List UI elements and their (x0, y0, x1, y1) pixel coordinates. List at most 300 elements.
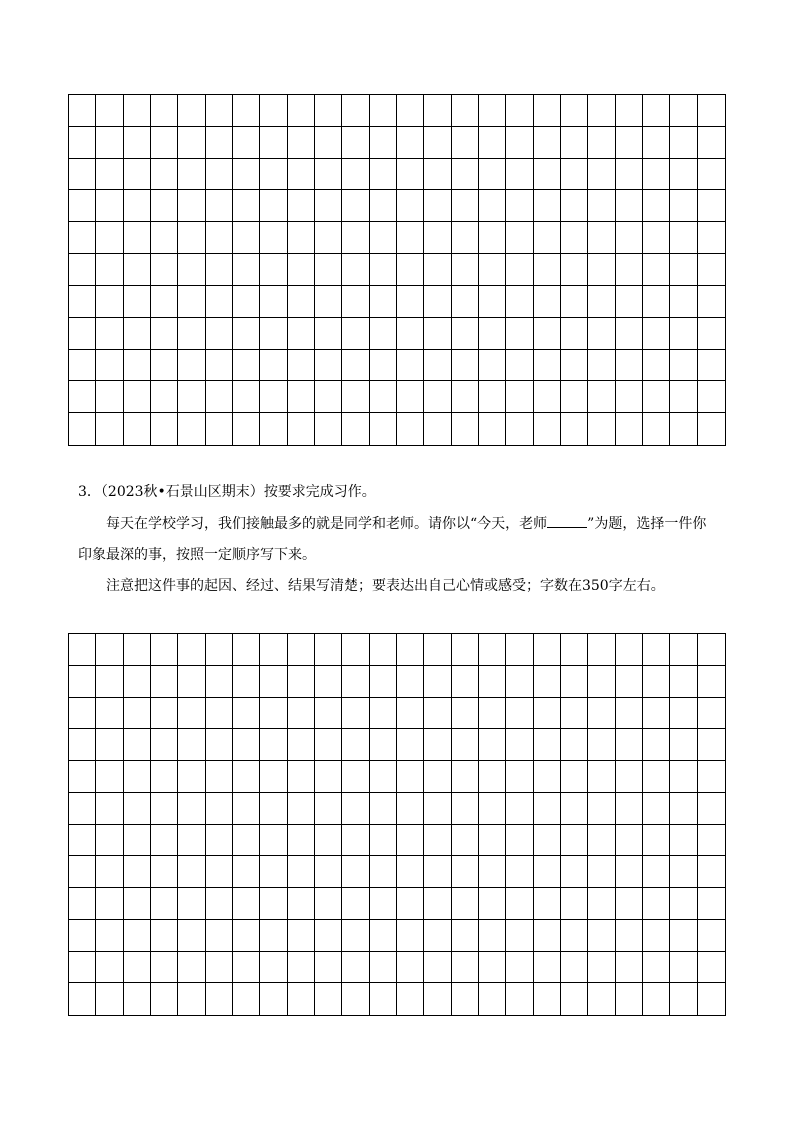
grid-cell[interactable] (315, 159, 342, 191)
grid-cell[interactable] (151, 127, 178, 159)
grid-cell[interactable] (397, 350, 424, 382)
grid-cell[interactable] (370, 222, 397, 254)
grid-cell[interactable] (424, 127, 451, 159)
grid-cell[interactable] (342, 254, 369, 286)
grid-cell[interactable] (506, 222, 533, 254)
grid-cell[interactable] (178, 666, 205, 698)
grid-cell[interactable] (452, 159, 479, 191)
grid-cell[interactable] (260, 888, 287, 920)
grid-cell[interactable] (260, 286, 287, 318)
grid-cell[interactable] (96, 920, 123, 952)
grid-cell[interactable] (96, 381, 123, 413)
grid-cell[interactable] (178, 856, 205, 888)
grid-cell[interactable] (233, 318, 260, 350)
grid-cell[interactable] (124, 381, 151, 413)
grid-cell[interactable] (452, 95, 479, 127)
grid-cell[interactable] (370, 286, 397, 318)
grid-cell[interactable] (397, 254, 424, 286)
grid-cell[interactable] (424, 983, 451, 1015)
grid-cell[interactable] (370, 983, 397, 1015)
grid-cell[interactable] (506, 286, 533, 318)
grid-cell[interactable] (96, 350, 123, 382)
grid-cell[interactable] (69, 222, 96, 254)
grid-cell[interactable] (588, 729, 615, 761)
grid-cell[interactable] (698, 920, 725, 952)
grid-cell[interactable] (479, 983, 506, 1015)
grid-cell[interactable] (424, 381, 451, 413)
grid-cell[interactable] (124, 159, 151, 191)
grid-cell[interactable] (69, 920, 96, 952)
grid-cell[interactable] (424, 666, 451, 698)
grid-cell[interactable] (69, 159, 96, 191)
grid-cell[interactable] (479, 793, 506, 825)
grid-cell[interactable] (370, 318, 397, 350)
grid-cell[interactable] (178, 698, 205, 730)
grid-cell[interactable] (206, 95, 233, 127)
grid-cell[interactable] (670, 666, 697, 698)
grid-cell[interactable] (69, 952, 96, 984)
grid-cell[interactable] (260, 825, 287, 857)
grid-cell[interactable] (124, 856, 151, 888)
writing-grid-top[interactable] (68, 94, 726, 446)
grid-cell[interactable] (452, 856, 479, 888)
grid-cell[interactable] (424, 952, 451, 984)
grid-cell[interactable] (397, 856, 424, 888)
grid-cell[interactable] (561, 666, 588, 698)
grid-cell[interactable] (698, 159, 725, 191)
grid-cell[interactable] (96, 698, 123, 730)
grid-cell[interactable] (397, 888, 424, 920)
grid-cell[interactable] (670, 856, 697, 888)
grid-cell[interactable] (452, 983, 479, 1015)
grid-cell[interactable] (315, 413, 342, 445)
grid-cell[interactable] (506, 350, 533, 382)
grid-cell[interactable] (260, 698, 287, 730)
grid-cell[interactable] (643, 254, 670, 286)
grid-cell[interactable] (206, 190, 233, 222)
grid-cell[interactable] (315, 793, 342, 825)
grid-cell[interactable] (698, 983, 725, 1015)
grid-cell[interactable] (424, 634, 451, 666)
grid-cell[interactable] (260, 761, 287, 793)
grid-cell[interactable] (370, 698, 397, 730)
grid-cell[interactable] (534, 95, 561, 127)
grid-cell[interactable] (151, 254, 178, 286)
grid-cell[interactable] (288, 983, 315, 1015)
grid-cell[interactable] (479, 761, 506, 793)
grid-cell[interactable] (69, 888, 96, 920)
grid-cell[interactable] (370, 952, 397, 984)
grid-cell[interactable] (69, 127, 96, 159)
grid-cell[interactable] (506, 856, 533, 888)
grid-cell[interactable] (397, 159, 424, 191)
grid-cell[interactable] (643, 888, 670, 920)
grid-cell[interactable] (260, 159, 287, 191)
grid-cell[interactable] (124, 95, 151, 127)
grid-cell[interactable] (616, 729, 643, 761)
grid-cell[interactable] (424, 318, 451, 350)
grid-cell[interactable] (670, 318, 697, 350)
grid-cell[interactable] (233, 729, 260, 761)
grid-cell[interactable] (506, 254, 533, 286)
grid-cell[interactable] (588, 159, 615, 191)
grid-cell[interactable] (288, 698, 315, 730)
grid-cell[interactable] (698, 888, 725, 920)
grid-cell[interactable] (452, 413, 479, 445)
grid-cell[interactable] (452, 318, 479, 350)
grid-cell[interactable] (506, 698, 533, 730)
grid-cell[interactable] (588, 286, 615, 318)
grid-cell[interactable] (206, 318, 233, 350)
grid-cell[interactable] (670, 222, 697, 254)
grid-cell[interactable] (206, 793, 233, 825)
grid-cell[interactable] (124, 952, 151, 984)
grid-cell[interactable] (643, 793, 670, 825)
grid-cell[interactable] (233, 888, 260, 920)
grid-cell[interactable] (370, 350, 397, 382)
grid-cell[interactable] (206, 381, 233, 413)
grid-cell[interactable] (698, 350, 725, 382)
grid-cell[interactable] (206, 127, 233, 159)
grid-cell[interactable] (96, 413, 123, 445)
grid-cell[interactable] (534, 254, 561, 286)
grid-cell[interactable] (124, 413, 151, 445)
grid-cell[interactable] (69, 729, 96, 761)
grid-cell[interactable] (616, 634, 643, 666)
grid-cell[interactable] (588, 698, 615, 730)
grid-cell[interactable] (452, 634, 479, 666)
grid-cell[interactable] (315, 318, 342, 350)
grid-cell[interactable] (534, 856, 561, 888)
grid-cell[interactable] (534, 698, 561, 730)
grid-cell[interactable] (561, 286, 588, 318)
grid-cell[interactable] (534, 825, 561, 857)
grid-cell[interactable] (534, 793, 561, 825)
grid-cell[interactable] (178, 761, 205, 793)
grid-cell[interactable] (315, 666, 342, 698)
grid-cell[interactable] (233, 222, 260, 254)
grid-cell[interactable] (506, 413, 533, 445)
grid-cell[interactable] (397, 190, 424, 222)
grid-cell[interactable] (534, 222, 561, 254)
grid-cell[interactable] (260, 856, 287, 888)
grid-cell[interactable] (96, 127, 123, 159)
grid-cell[interactable] (479, 825, 506, 857)
grid-cell[interactable] (342, 95, 369, 127)
grid-cell[interactable] (424, 190, 451, 222)
grid-cell[interactable] (206, 413, 233, 445)
grid-cell[interactable] (206, 634, 233, 666)
writing-grid-bottom[interactable] (68, 633, 726, 1016)
grid-cell[interactable] (479, 698, 506, 730)
grid-cell[interactable] (698, 95, 725, 127)
grid-cell[interactable] (342, 952, 369, 984)
grid-cell[interactable] (452, 350, 479, 382)
grid-cell[interactable] (315, 254, 342, 286)
grid-cell[interactable] (69, 761, 96, 793)
grid-cell[interactable] (260, 222, 287, 254)
grid-cell[interactable] (206, 825, 233, 857)
grid-cell[interactable] (506, 634, 533, 666)
grid-cell[interactable] (342, 634, 369, 666)
grid-cell[interactable] (479, 350, 506, 382)
grid-cell[interactable] (588, 381, 615, 413)
grid-cell[interactable] (534, 413, 561, 445)
grid-cell[interactable] (315, 888, 342, 920)
grid-cell[interactable] (69, 381, 96, 413)
grid-cell[interactable] (397, 222, 424, 254)
grid-cell[interactable] (452, 127, 479, 159)
grid-cell[interactable] (151, 793, 178, 825)
grid-cell[interactable] (96, 190, 123, 222)
grid-cell[interactable] (124, 698, 151, 730)
grid-cell[interactable] (397, 95, 424, 127)
grid-cell[interactable] (397, 634, 424, 666)
grid-cell[interactable] (233, 350, 260, 382)
grid-cell[interactable] (370, 254, 397, 286)
grid-cell[interactable] (479, 159, 506, 191)
grid-cell[interactable] (616, 159, 643, 191)
grid-cell[interactable] (616, 413, 643, 445)
grid-cell[interactable] (124, 793, 151, 825)
grid-cell[interactable] (124, 761, 151, 793)
grid-cell[interactable] (506, 318, 533, 350)
grid-cell[interactable] (698, 856, 725, 888)
grid-cell[interactable] (506, 793, 533, 825)
grid-cell[interactable] (616, 856, 643, 888)
grid-cell[interactable] (233, 952, 260, 984)
grid-cell[interactable] (479, 381, 506, 413)
grid-cell[interactable] (342, 698, 369, 730)
grid-cell[interactable] (178, 413, 205, 445)
grid-cell[interactable] (151, 222, 178, 254)
grid-cell[interactable] (561, 888, 588, 920)
grid-cell[interactable] (698, 318, 725, 350)
grid-cell[interactable] (288, 254, 315, 286)
grid-cell[interactable] (206, 254, 233, 286)
grid-cell[interactable] (670, 286, 697, 318)
grid-cell[interactable] (479, 413, 506, 445)
grid-cell[interactable] (315, 920, 342, 952)
grid-cell[interactable] (342, 983, 369, 1015)
grid-cell[interactable] (260, 381, 287, 413)
grid-cell[interactable] (233, 761, 260, 793)
grid-cell[interactable] (424, 95, 451, 127)
grid-cell[interactable] (424, 350, 451, 382)
grid-cell[interactable] (616, 318, 643, 350)
grid-cell[interactable] (397, 729, 424, 761)
grid-cell[interactable] (342, 286, 369, 318)
grid-cell[interactable] (670, 190, 697, 222)
grid-cell[interactable] (233, 95, 260, 127)
grid-cell[interactable] (534, 127, 561, 159)
grid-cell[interactable] (178, 318, 205, 350)
grid-cell[interactable] (288, 856, 315, 888)
grid-cell[interactable] (452, 761, 479, 793)
grid-cell[interactable] (178, 983, 205, 1015)
grid-cell[interactable] (698, 222, 725, 254)
grid-cell[interactable] (288, 666, 315, 698)
grid-cell[interactable] (342, 159, 369, 191)
grid-cell[interactable] (96, 318, 123, 350)
grid-cell[interactable] (233, 190, 260, 222)
grid-cell[interactable] (288, 825, 315, 857)
grid-cell[interactable] (479, 190, 506, 222)
grid-cell[interactable] (206, 729, 233, 761)
grid-cell[interactable] (260, 983, 287, 1015)
grid-cell[interactable] (206, 761, 233, 793)
grid-cell[interactable] (124, 286, 151, 318)
grid-cell[interactable] (643, 95, 670, 127)
grid-cell[interactable] (260, 127, 287, 159)
grid-cell[interactable] (534, 666, 561, 698)
grid-cell[interactable] (370, 159, 397, 191)
grid-cell[interactable] (698, 190, 725, 222)
grid-cell[interactable] (643, 761, 670, 793)
grid-cell[interactable] (151, 286, 178, 318)
grid-cell[interactable] (96, 761, 123, 793)
grid-cell[interactable] (178, 127, 205, 159)
grid-cell[interactable] (151, 413, 178, 445)
grid-cell[interactable] (288, 95, 315, 127)
grid-cell[interactable] (342, 856, 369, 888)
grid-cell[interactable] (698, 666, 725, 698)
grid-cell[interactable] (288, 634, 315, 666)
grid-cell[interactable] (370, 793, 397, 825)
grid-cell[interactable] (206, 350, 233, 382)
grid-cell[interactable] (178, 254, 205, 286)
grid-cell[interactable] (397, 666, 424, 698)
grid-cell[interactable] (561, 761, 588, 793)
grid-cell[interactable] (588, 350, 615, 382)
grid-cell[interactable] (151, 190, 178, 222)
grid-cell[interactable] (370, 888, 397, 920)
grid-cell[interactable] (561, 318, 588, 350)
grid-cell[interactable] (616, 888, 643, 920)
grid-cell[interactable] (616, 222, 643, 254)
grid-cell[interactable] (588, 888, 615, 920)
grid-cell[interactable] (698, 254, 725, 286)
grid-cell[interactable] (151, 350, 178, 382)
grid-cell[interactable] (151, 983, 178, 1015)
grid-cell[interactable] (178, 350, 205, 382)
grid-cell[interactable] (288, 888, 315, 920)
grid-cell[interactable] (452, 666, 479, 698)
grid-cell[interactable] (315, 286, 342, 318)
grid-cell[interactable] (588, 222, 615, 254)
grid-cell[interactable] (534, 983, 561, 1015)
grid-cell[interactable] (315, 729, 342, 761)
grid-cell[interactable] (452, 254, 479, 286)
grid-cell[interactable] (588, 254, 615, 286)
grid-cell[interactable] (534, 350, 561, 382)
grid-cell[interactable] (288, 920, 315, 952)
grid-cell[interactable] (288, 127, 315, 159)
grid-cell[interactable] (342, 190, 369, 222)
grid-cell[interactable] (151, 761, 178, 793)
grid-cell[interactable] (178, 634, 205, 666)
grid-cell[interactable] (288, 952, 315, 984)
grid-cell[interactable] (616, 286, 643, 318)
grid-cell[interactable] (315, 856, 342, 888)
grid-cell[interactable] (588, 793, 615, 825)
grid-cell[interactable] (260, 793, 287, 825)
grid-cell[interactable] (452, 952, 479, 984)
grid-cell[interactable] (206, 222, 233, 254)
grid-cell[interactable] (616, 666, 643, 698)
grid-cell[interactable] (124, 920, 151, 952)
grid-cell[interactable] (315, 634, 342, 666)
grid-cell[interactable] (698, 952, 725, 984)
grid-cell[interactable] (397, 127, 424, 159)
grid-cell[interactable] (96, 952, 123, 984)
grid-cell[interactable] (288, 793, 315, 825)
grid-cell[interactable] (534, 634, 561, 666)
grid-cell[interactable] (124, 634, 151, 666)
grid-cell[interactable] (452, 888, 479, 920)
grid-cell[interactable] (698, 127, 725, 159)
grid-cell[interactable] (616, 95, 643, 127)
grid-cell[interactable] (370, 95, 397, 127)
grid-cell[interactable] (670, 381, 697, 413)
grid-cell[interactable] (206, 920, 233, 952)
grid-cell[interactable] (69, 983, 96, 1015)
grid-cell[interactable] (588, 413, 615, 445)
grid-cell[interactable] (452, 190, 479, 222)
grid-cell[interactable] (260, 190, 287, 222)
grid-cell[interactable] (506, 666, 533, 698)
grid-cell[interactable] (315, 127, 342, 159)
grid-cell[interactable] (178, 729, 205, 761)
grid-cell[interactable] (534, 761, 561, 793)
grid-cell[interactable] (315, 983, 342, 1015)
grid-cell[interactable] (69, 825, 96, 857)
grid-cell[interactable] (424, 413, 451, 445)
grid-cell[interactable] (96, 254, 123, 286)
grid-cell[interactable] (643, 286, 670, 318)
grid-cell[interactable] (452, 920, 479, 952)
grid-cell[interactable] (588, 634, 615, 666)
grid-cell[interactable] (370, 634, 397, 666)
grid-cell[interactable] (288, 286, 315, 318)
grid-cell[interactable] (588, 318, 615, 350)
grid-cell[interactable] (561, 983, 588, 1015)
grid-cell[interactable] (96, 888, 123, 920)
grid-cell[interactable] (96, 793, 123, 825)
grid-cell[interactable] (370, 761, 397, 793)
grid-cell[interactable] (69, 793, 96, 825)
grid-cell[interactable] (370, 190, 397, 222)
grid-cell[interactable] (698, 793, 725, 825)
grid-cell[interactable] (178, 286, 205, 318)
grid-cell[interactable] (151, 888, 178, 920)
grid-cell[interactable] (698, 634, 725, 666)
grid-cell[interactable] (670, 698, 697, 730)
grid-cell[interactable] (124, 825, 151, 857)
grid-cell[interactable] (670, 413, 697, 445)
grid-cell[interactable] (342, 350, 369, 382)
grid-cell[interactable] (178, 952, 205, 984)
grid-cell[interactable] (534, 952, 561, 984)
grid-cell[interactable] (151, 95, 178, 127)
grid-cell[interactable] (561, 952, 588, 984)
grid-cell[interactable] (616, 952, 643, 984)
grid-cell[interactable] (96, 95, 123, 127)
grid-cell[interactable] (342, 381, 369, 413)
grid-cell[interactable] (96, 286, 123, 318)
grid-cell[interactable] (69, 95, 96, 127)
grid-cell[interactable] (479, 286, 506, 318)
